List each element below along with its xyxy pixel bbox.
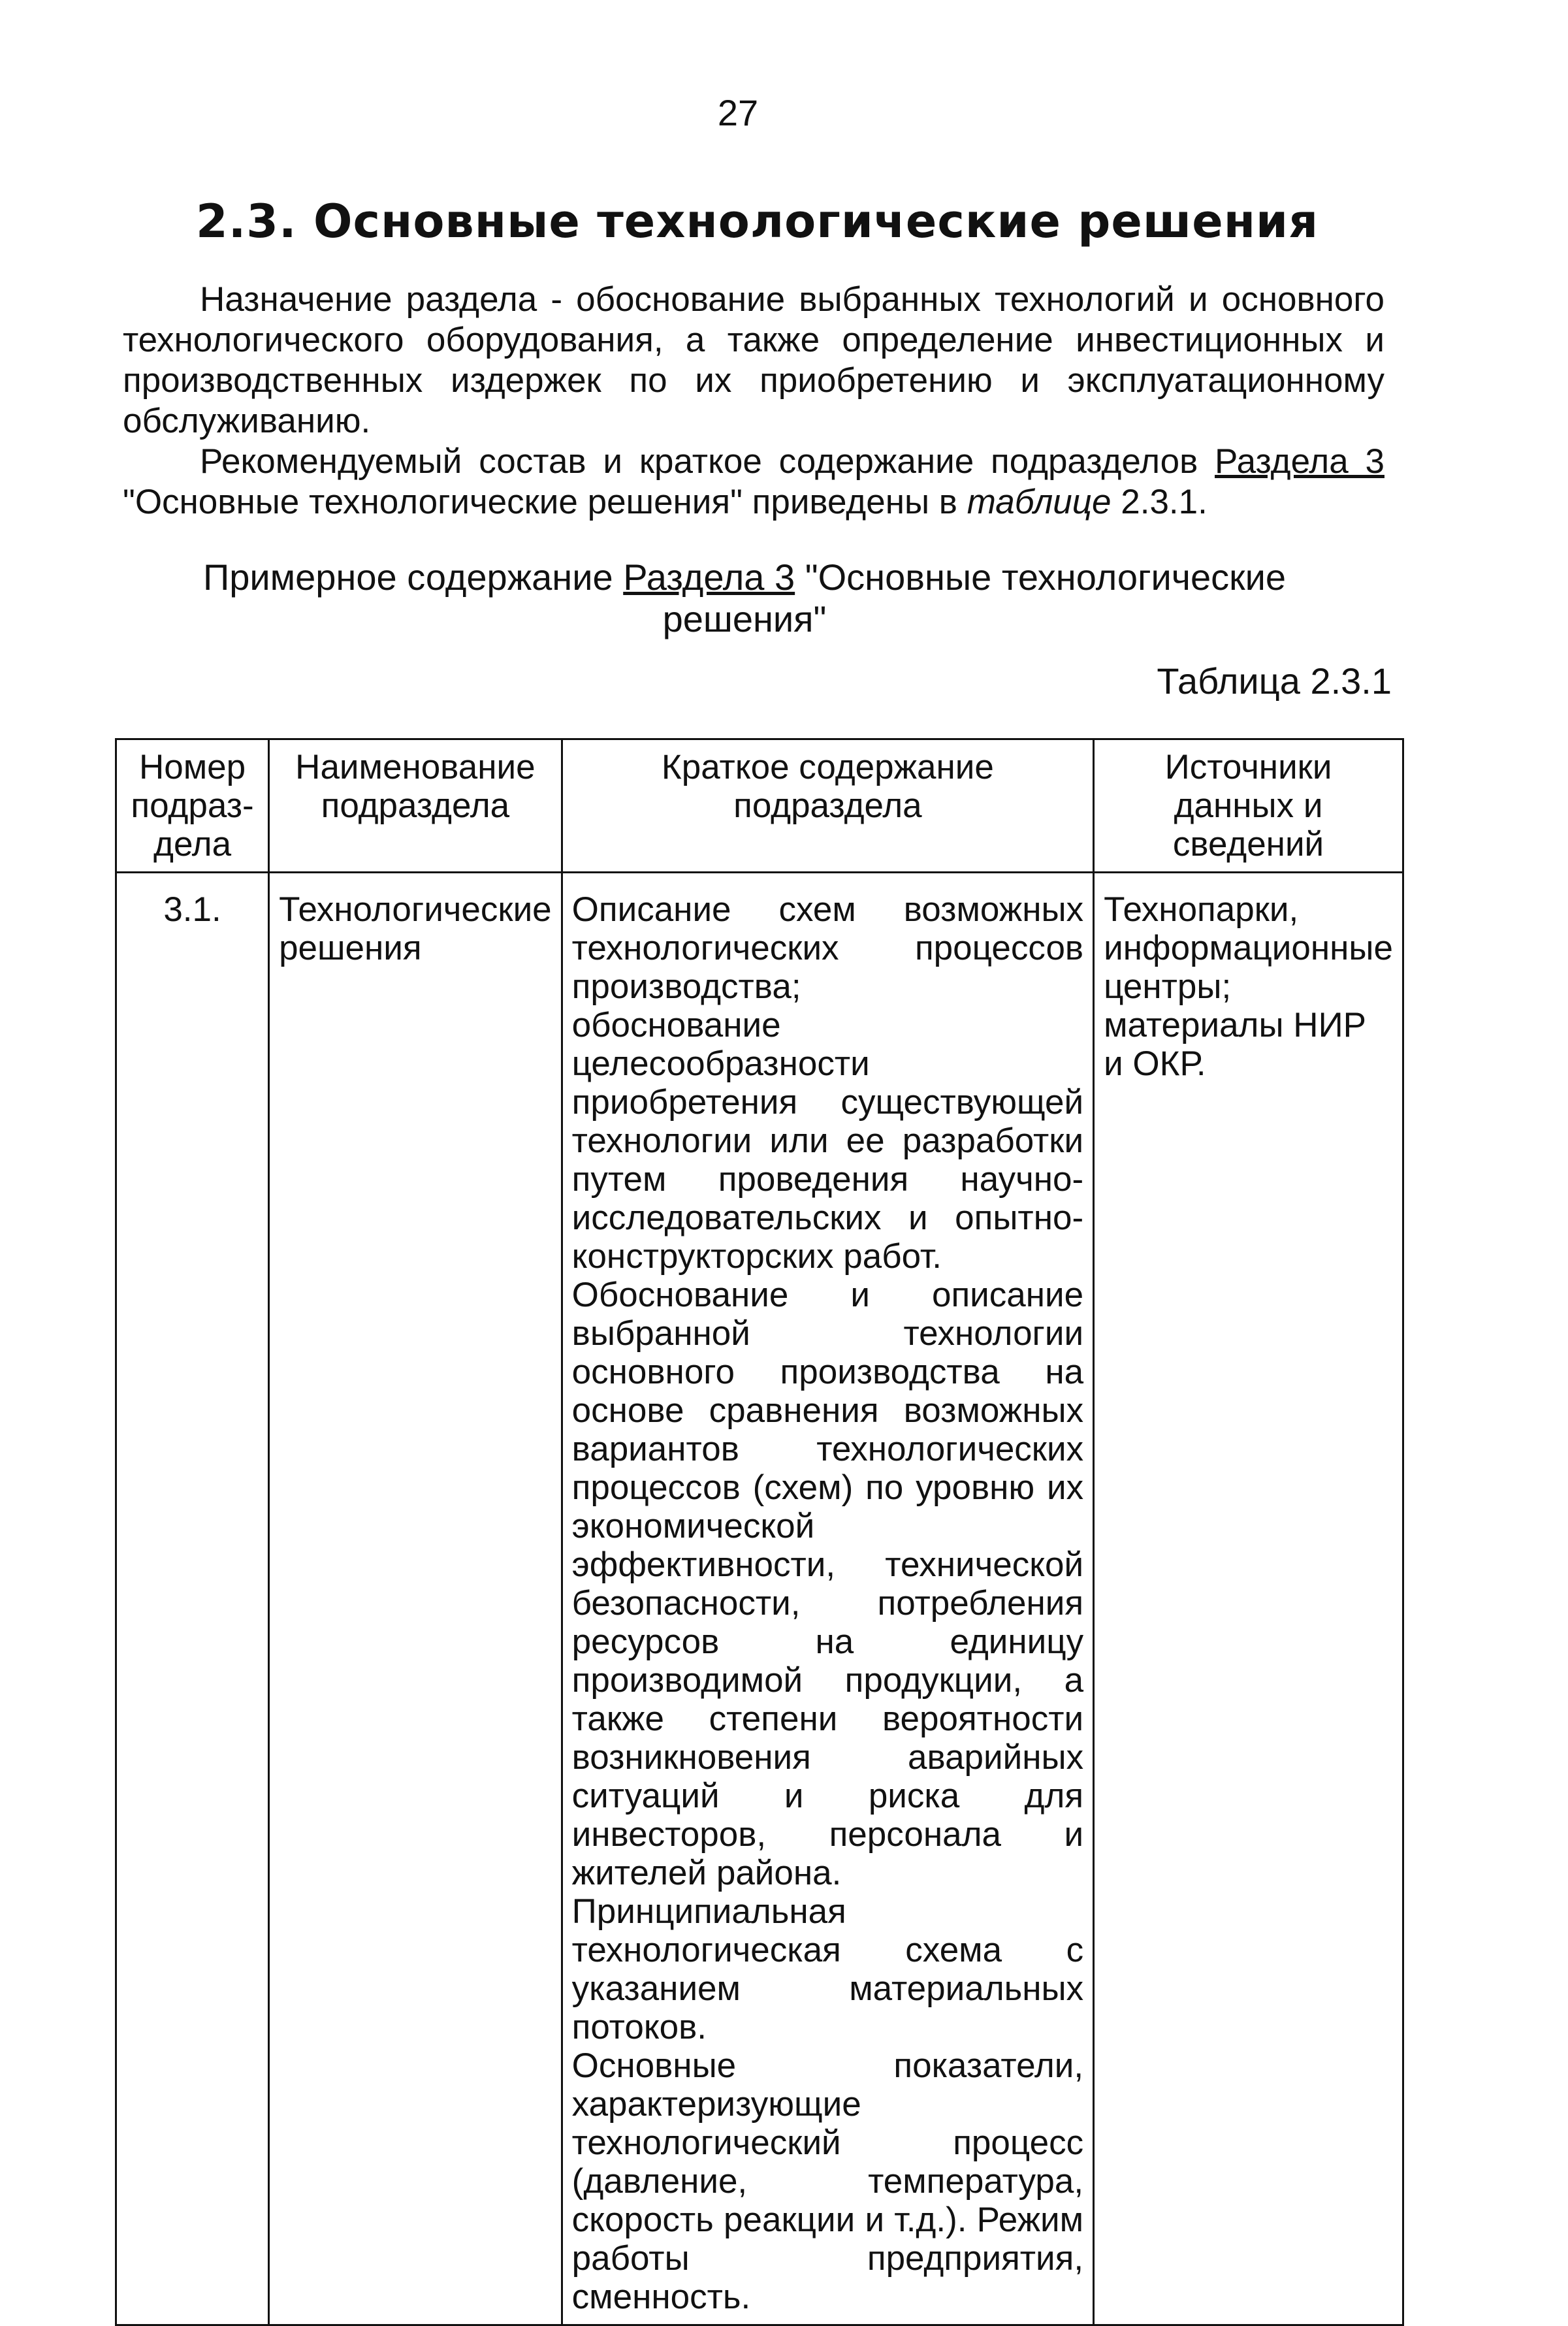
cell-number: 3.1. bbox=[116, 873, 269, 2325]
content-item: обоснование целесообразности приобретения существующей технологии или ее разработки путем проведения научно-исследовательских и опытно-конструкторских работ. bbox=[571, 1006, 1084, 1276]
header-name: Наименование подраздела bbox=[269, 739, 562, 873]
section-heading: 2.3. Основные технологические решения bbox=[196, 195, 1319, 248]
cell-sources: Технопарки, информационные центры; материалы НИР и ОКР. bbox=[1094, 873, 1403, 2325]
cell-content bbox=[562, 873, 1093, 2325]
page-number: 27 bbox=[717, 92, 759, 133]
subsections-table bbox=[115, 738, 1404, 2326]
content-item: Принципиальная технологическая схема с указанием материальных потоков. bbox=[571, 1892, 1084, 2046]
content-item: Обоснование и описание выбранной технологии основного производства на основе сравнения возможных вариантов технологических процессов (схем) по уровню их экономической эффективности, технической безопасности, потребления ресурсов на единицу производимой продукции, а также степени вероятности возникновения аварийных ситуаций и риска для инвесторов, персонала и жителей района. bbox=[571, 1276, 1084, 1892]
cell-name: Технологические решения bbox=[269, 873, 562, 2325]
table-header-row bbox=[116, 739, 1403, 873]
table-caption: Примерное содержание Раздела 3 "Основные технологические решения" bbox=[202, 557, 1287, 639]
intro-paragraph-1: Назначение раздела - обоснование выбранных технологий и основного технологического оборудования, а также определение инвестиционных и производственных издержек по их приобретению и эксплуатационному обслуживанию. bbox=[123, 280, 1384, 440]
content-item: Основные показатели, характеризующие технологический процесс (давление, температура, скорость реакции и т.д.). Режим работы предприятия, сменность. bbox=[571, 2046, 1084, 2316]
table-row bbox=[116, 873, 1403, 2325]
section-3-link: Раздела 3 bbox=[1215, 442, 1384, 481]
header-sources: Источники данных и сведений bbox=[1094, 739, 1403, 873]
header-content: Краткое содержание подраздела bbox=[562, 739, 1093, 873]
caption-section-link: Раздела 3 bbox=[623, 557, 795, 598]
content-item: Описание схем возможных технологических процессов производства; bbox=[571, 890, 1084, 1006]
header-number: Номер подраз-дела bbox=[116, 739, 269, 873]
table-label: Таблица 2.3.1 bbox=[1157, 660, 1392, 702]
intro-text bbox=[123, 280, 1384, 523]
intro-paragraph-2: Рекомендуемый состав и краткое содержание подразделов Раздела 3 "Основные технологические решения" приведены в таблице 2.3.1. bbox=[123, 442, 1384, 521]
